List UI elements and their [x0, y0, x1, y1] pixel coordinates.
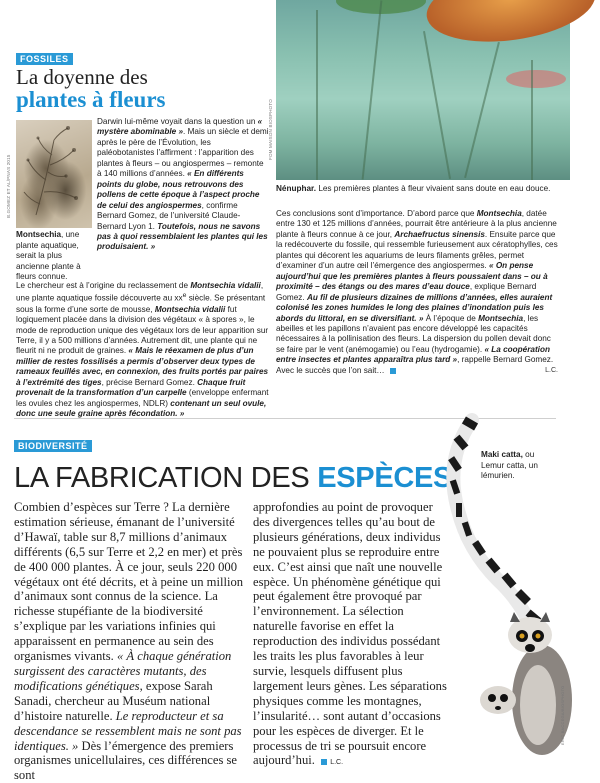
article2-column1: Combien d’espèces sur Terre ? La dernière estimation sérieuse, émanant de l’université d’Hawaï, table sur 8,7 millions d’animaux différents (6,5 sur Terre et 2,2 en mer) et près de 400 000 plantes. À ce jour, seuls 220 000 végétaux ont été décrits, et à peine un million d’animaux sont connus de la science. La richesse stupéfiante de la biodiversité s’explique par les variations infinies qui apparaissent en permanence au sein des organismes vivants. « À chaque génération surgissent des caractères mutants, des modifications génétiques, expose Sarah Sanadi, chercheur au Muséum national d’histoire naturelle. Le reproducteur et sa descendance se ressemblent mais ne sont pas identiques. » Dès l’émergence des premiers organismes unicellulaires, ces différences se sont — [14, 500, 244, 783]
fossil-caption-bold: Montsechia — [16, 230, 62, 239]
fossil-caption-text: , une plante aquatique, serait la plus ancienne plante à fleurs connue. — [16, 230, 81, 281]
waterlily-caption-bold: Nénuphar. — [276, 184, 317, 193]
article1-column2: Ces conclusions sont d’importance. D’abord parce que Montsechia, datée entre 130 et 125 millions d’années, pourrait être antérieure à la plus ancienne plante à fleurs connue à ce jour, Archaefructus sinensis. Ensuite parce que la redécouverte du fossile, qui ressemble furieusement aux cératophylles, ces plantes qui décorent les aquariums de leurs filaments grêles, permet d’examiner d’un autre œil l’émergence des angiospermes. « On pense aujourd’hui que les premières plantes à fleurs poussaient dans – ou à proximité – des étangs ou des mares d’eau douce, explique Bernard Gomez. Au fil de plusieurs dizaines de millions d’années, elles auraient colonisé les zones humides le long des plaines d’inondation puis les abords du littoral, en se diversifiant. » À l’époque de Montsechia, les abeilles et les papillons n’avaient pas encore développé les capacités nécessaires à la pollinisation des fleurs. La dispersion du pollen devait donc se faire par le vent (anémogamie) ou l’eau (hydrogamie). « La coopération entre insectes et plantes apparaîtra plus tard », rappelle Bernard Gomez. Avec le succès que l’on sait… L.C. — [276, 209, 558, 375]
lily-stem — [362, 0, 383, 179]
signature: L.C. — [545, 366, 558, 374]
lily-flower — [506, 70, 566, 88]
fossil-photo — [16, 120, 92, 228]
title-plain: LA FABRICATION DES — [14, 462, 318, 494]
lemur-photo-credit: ERIC BACCEGA/BIOSPHOTO — [560, 685, 565, 745]
article1-column1-top: Darwin lui-même voyait dans la question un « mystère abominable ». Mais un siècle et demi après le père de l’Évolution, les paléobotanistes l’affirment : l’apparition des plantes à fleurs – ou angiospermes – remonte à 140 millions d’années. « En différents points du globe, nous retrouvons des pollens de cette époque à l’aspect proche de celui des angiospermes, confirme Bernard Gomez, de l’université Claude-Bernard Lyon 1. Toutefois, nous ne savons pas à quoi ressemblaient les plantes qui les produisaient. » — [97, 117, 269, 252]
waterlily-photo-credit: FOM MAISON BIOSPHOTO — [268, 99, 273, 160]
waterlily-caption — [276, 184, 566, 195]
lily-stem — [316, 10, 318, 180]
title-line-1: La doyenne des — [16, 65, 148, 89]
lily-stem — [464, 42, 500, 178]
fossil-caption — [16, 230, 94, 283]
article-title — [16, 66, 166, 112]
lemur-caption — [481, 450, 553, 482]
article2-column2: approfondies au point de provoquer des divergences telles qu’au bout de plusieurs générations, deux individus ne pouvaient plus se reproduire entre eux. C’est ainsi que naît une nouvelle espèce. Un phénomène génétique qui peut également être provoqué par l’environnement. La sélection naturelle favorise en effet la reproduction des individus possédant les traits les plus favorables à leur survie, lesquels diffusent plus largement leurs gènes. Les séparations physiques comme les montagnes, l’insularité… sont autant d’occasions pour les espèces de diverger. Et le processus de tri se poursuit encore aujourd’hui. L.C. — [253, 500, 447, 768]
article1-column1-bottom: Le chercheur est à l’origine du reclassement de Montsechia vidalii, une plante aquatique fossile découverte au $xx^e$ siècle. Se présentant sous la forme d’une sorte de mousse, Montsechia vidalii fut logiquement placée dans la division des végétaux « à spores », le mode de reproduction unique des végétaux lors de leur apparition sur Terre, il y a 500 millions d’années. Autrement dit, une plante qui ne fleurit ni ne produit de graines. « Mais le réexamen de plus d’un millier de restes fossilisés a permis d’observer deux types de rameaux feuillés avec, en connexion, des fruits portés par paires à l’extrémité des tiges, précise Bernard Gomez. Chaque fruit provenait de la transformation d’un carpelle (enveloppe enfermant les ovules chez les angiospermes, NDLR) contenant un seul ovule, donc une seule graine après fécondation. » — [16, 281, 269, 419]
lily-stem — [531, 60, 533, 180]
lily-pad-orange — [422, 0, 600, 51]
title-line-2: plantes à fleurs — [16, 87, 166, 113]
waterlily-photo — [276, 0, 570, 180]
title-highlight: ESPÈCES — [317, 462, 453, 494]
waterlily-caption-text: Les premières plantes à fleur vivaient sans doute en eau douce. — [316, 184, 551, 193]
section-tag-biodiversite: BIODIVERSITÉ — [14, 440, 92, 452]
lemur-caption-text: ou Lemur catta, un lémurien. — [481, 450, 538, 480]
lily-stem — [423, 31, 451, 179]
fossil-photo-credit: B.GOMEZ ET AL/PNAS 2015 — [6, 154, 11, 218]
signature: L.C. — [330, 759, 344, 767]
fossil-imprint-icon — [16, 120, 92, 228]
end-mark-icon — [390, 368, 396, 374]
article2-title — [14, 462, 452, 495]
end-mark-icon — [321, 759, 327, 765]
section-tag-fossiles: FOSSILES — [16, 53, 73, 65]
lemur-caption-bold: Maki catta, — [481, 450, 523, 459]
